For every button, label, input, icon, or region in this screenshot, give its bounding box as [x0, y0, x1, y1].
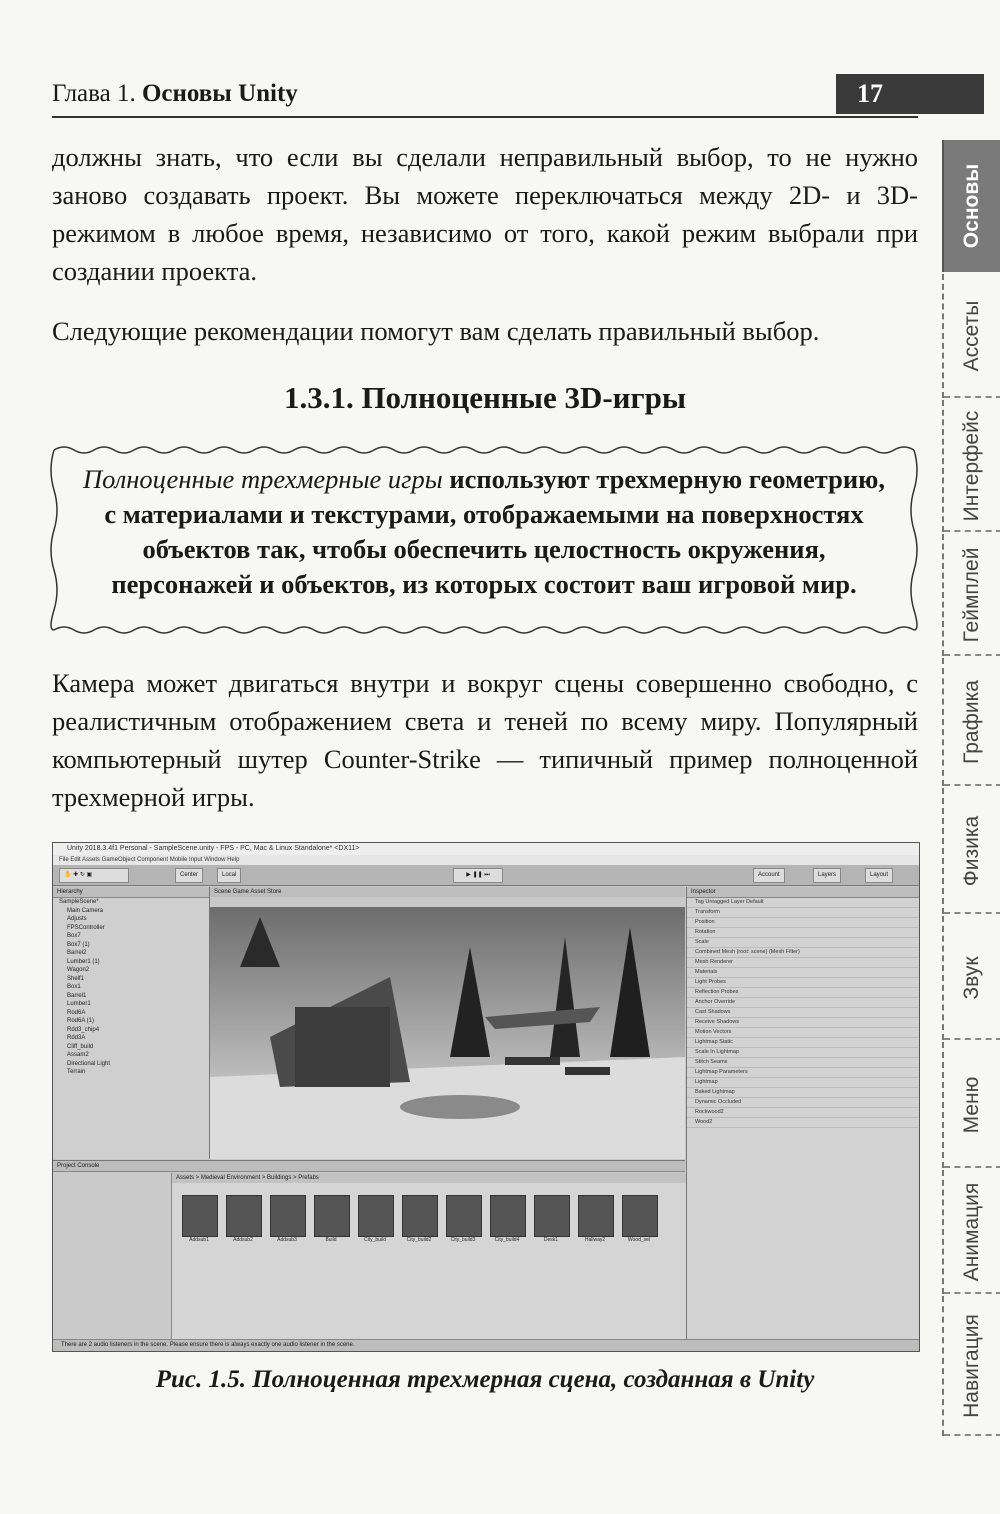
tab-label: Интерфейс [960, 410, 983, 522]
game-view-bar [210, 897, 685, 907]
game-view [210, 887, 685, 1159]
editor-menu-bar: File Edit Assets GameObject Component Mobile Input Window Help [53, 855, 919, 865]
asset-label: Addsub3 [277, 1237, 297, 1243]
asset-label: City_build [364, 1237, 386, 1243]
asset-thumbnail[interactable] [182, 1195, 218, 1237]
tab-geimplei[interactable] [942, 534, 1000, 656]
tab-label: Меню [960, 1076, 983, 1134]
definition-term: Полноценные трехмерные игры [82, 464, 443, 494]
inspector-row[interactable]: Tag Untagged Layer Default [687, 898, 920, 908]
assets-breadcrumb: Assets > Medieval Environment > Buildings > Prefabs [172, 1173, 686, 1183]
center-button: Center [175, 868, 203, 883]
hierarchy-item[interactable]: Lumber1 [67, 1001, 91, 1007]
hierarchy-item[interactable]: Wagon2 [67, 967, 90, 973]
inspector-row[interactable]: Materials [687, 968, 920, 978]
hierarchy-item[interactable]: Assam2 [67, 1052, 89, 1058]
inspector-row[interactable]: Transform [687, 908, 920, 918]
running-header [52, 78, 918, 118]
hierarchy-item[interactable]: Rdd3A [67, 1035, 86, 1041]
asset-label: Desk1 [543, 1237, 559, 1243]
asset-thumbnail[interactable] [578, 1195, 614, 1237]
inspector-panel [686, 887, 920, 1351]
asset-label: Addsub2 [233, 1237, 253, 1243]
editor-status-bar: There are 2 audio listeners in the scene. Please ensure there is always exactly one audio listener in the scene. [53, 1339, 920, 1351]
asset-thumbnail[interactable] [314, 1195, 350, 1237]
tab-label: Навигация [960, 1314, 983, 1418]
tab-fizika[interactable] [942, 788, 1000, 914]
asset-label: City_build2 [406, 1237, 432, 1243]
transform-tools: ✋ ✚ ↻ ▣ [59, 868, 129, 883]
inspector-row[interactable]: Dynamic Occluded [687, 1098, 920, 1108]
inspector-row[interactable]: Motion Vectors [687, 1028, 920, 1038]
hierarchy-tab: Hierarchy [53, 887, 209, 898]
tab-zvuk[interactable] [942, 916, 1000, 1040]
inspector-row[interactable]: Position [687, 918, 920, 928]
scene-render [210, 907, 685, 1159]
play-controls: ▶ ❚❚ ⏭ [453, 868, 503, 883]
chapter-name: Основы Unity [141, 80, 298, 107]
inspector-row[interactable]: Lightmap [687, 1078, 920, 1088]
tab-label: Основы [960, 163, 983, 249]
hierarchy-item[interactable]: Cliff_build [67, 1043, 94, 1050]
asset-label: Wood_sel [627, 1237, 651, 1243]
inspector-row[interactable]: Baked Lightmap [687, 1088, 920, 1098]
inspector-row[interactable]: Light Probes [687, 978, 920, 988]
definition-box [44, 442, 924, 638]
hierarchy-panel [53, 887, 210, 1159]
tab-osnovy[interactable] [942, 140, 1000, 272]
hierarchy-item[interactable]: Main Camera [67, 907, 104, 914]
inspector-row[interactable]: Lightmap Static [687, 1038, 920, 1048]
hierarchy-item[interactable]: Terrain [67, 1069, 86, 1075]
tab-animaciya[interactable] [942, 1170, 1000, 1294]
inspector-row[interactable]: Scale [687, 938, 920, 948]
inspector-row[interactable]: Scale In Lightmap [687, 1048, 920, 1058]
inspector-row[interactable]: Anchor Override [687, 998, 920, 1008]
paragraph-3: Камера может двигаться внутри и вокруг сцены совершенно свободно, с реалистичным отображением света и теней по всему миру. Популярный компьютерный шутер Counter-Strike — типичный пример полноценной трехмерной игры. [52, 668, 918, 812]
asset-thumbnail[interactable] [490, 1195, 526, 1237]
inspector-row[interactable]: Cast Shadows [687, 1008, 920, 1018]
asset-thumbnail[interactable] [270, 1195, 306, 1237]
definition-body: используют трехмерную геометрию, с материалами и текстурами, отображаемыми на поверхностях объектов так, чтобы обеспечить целостность окружения, персонажей и объектов, из которых состоит ваш игровой мир. [104, 464, 886, 599]
asset-label: City_build4 [494, 1237, 520, 1243]
hierarchy-item[interactable]: Box1 [67, 984, 81, 990]
inspector-tab: Inspector [687, 887, 920, 898]
hierarchy-item[interactable]: Lumber1 (1) [67, 958, 100, 965]
hierarchy-item[interactable]: FPSController [67, 924, 105, 931]
asset-label: Hallway2 [584, 1237, 606, 1243]
account-button: Account [753, 868, 785, 883]
local-button: Local [217, 868, 241, 883]
tab-assety[interactable] [942, 274, 1000, 398]
tab-label: Анимация [960, 1182, 983, 1282]
tab-interfeis[interactable] [942, 400, 1000, 532]
side-tabs [942, 140, 1000, 1440]
paragraph-2: Следующие рекомендации помогут вам сделать правильный выбор. [52, 316, 820, 346]
asset-thumbnail[interactable] [622, 1195, 658, 1237]
chapter-title [52, 80, 298, 108]
inspector-row[interactable]: Wood2 [687, 1118, 920, 1128]
tab-label: Звук [960, 956, 983, 1000]
inspector-rows [687, 898, 920, 1128]
tab-label: Физика [960, 815, 983, 887]
hierarchy-item[interactable]: Rod6A [67, 1009, 86, 1016]
inspector-row[interactable]: Receive Shadows [687, 1018, 920, 1028]
hierarchy-item[interactable]: Barrel1 [67, 992, 87, 999]
section-heading: 1.3.1. Полноценные 3D-игры [283, 380, 687, 415]
layout-button: Layout [865, 868, 893, 883]
editor-title-bar: Unity 2018.3.4f1 Personal - SampleScene.unity - FPS - PC, Mac & Linux Standalone* <DX11> [53, 843, 919, 855]
hierarchy-item[interactable]: Shelf1 [67, 975, 85, 982]
asset-thumbnail[interactable] [226, 1195, 262, 1237]
inspector-row[interactable]: Lightmap Parameters [687, 1068, 920, 1078]
definition-text [74, 462, 894, 602]
tab-label: Ассеты [960, 300, 983, 372]
tab-menyu[interactable] [942, 1042, 1000, 1168]
inspector-row[interactable]: Reflection Probes [687, 988, 920, 998]
asset-thumbnail[interactable] [446, 1195, 482, 1237]
inspector-row[interactable]: Combined Mesh (root: scene) (Mesh Filter) [687, 948, 920, 958]
hierarchy-tree [53, 898, 209, 1077]
project-panel [53, 1160, 685, 1341]
unity-editor-screenshot [52, 842, 920, 1352]
figure-caption: Рис. 1.5. Полноценная трехмерная сцена, созданная в Unity [155, 1366, 815, 1393]
editor-toolbar [53, 865, 919, 886]
page-number: 17 [857, 79, 883, 108]
hierarchy-item[interactable]: Adjusts [67, 916, 87, 922]
paragraph-1: должны знать, что если вы сделали неправильный выбор, то не нужно заново создавать проект. Вы можете переключаться между 2D- и 3D-режимом в любое время, независимо от того, какой режим выбрали при создании проекта. [52, 142, 918, 286]
assets-browser [171, 1173, 686, 1341]
hierarchy-item[interactable]: Rdd3_chip4 [67, 1026, 100, 1033]
inspector-row[interactable]: Mesh Renderer [687, 958, 920, 968]
page-number-tab [836, 74, 984, 114]
inspector-row[interactable]: Rotation [687, 928, 920, 938]
inspector-row[interactable]: Rockwood2 [687, 1108, 920, 1118]
hierarchy-item[interactable]: Barrel2 [67, 950, 87, 956]
hierarchy-item[interactable]: Box7 [67, 933, 81, 939]
tab-label: Геймплей [960, 547, 983, 643]
scene-tabs: Scene Game Asset Store [210, 887, 685, 897]
asset-thumbnail[interactable] [358, 1195, 394, 1237]
hierarchy-item[interactable]: Rod6A (1) [67, 1018, 95, 1024]
layers-button: Layers [813, 868, 841, 883]
asset-label: Addsub1 [189, 1237, 209, 1243]
asset-thumbnail[interactable] [534, 1195, 570, 1237]
tab-grafika[interactable] [942, 658, 1000, 786]
project-tab: Project Console [53, 1161, 685, 1172]
inspector-row[interactable]: Stitch Seams [687, 1058, 920, 1068]
hierarchy-item[interactable]: Box7 (1) [67, 941, 90, 948]
asset-thumbnail[interactable] [402, 1195, 438, 1237]
hierarchy-item[interactable]: SampleScene* [59, 899, 99, 905]
asset-label: City_build3 [450, 1237, 476, 1243]
chapter-prefix: Глава 1. [52, 80, 136, 107]
tab-label: Графика [960, 680, 983, 764]
tab-navigaciya[interactable] [942, 1296, 1000, 1436]
asset-label: Build [325, 1237, 337, 1243]
hierarchy-item[interactable]: Directional Light [67, 1060, 111, 1067]
